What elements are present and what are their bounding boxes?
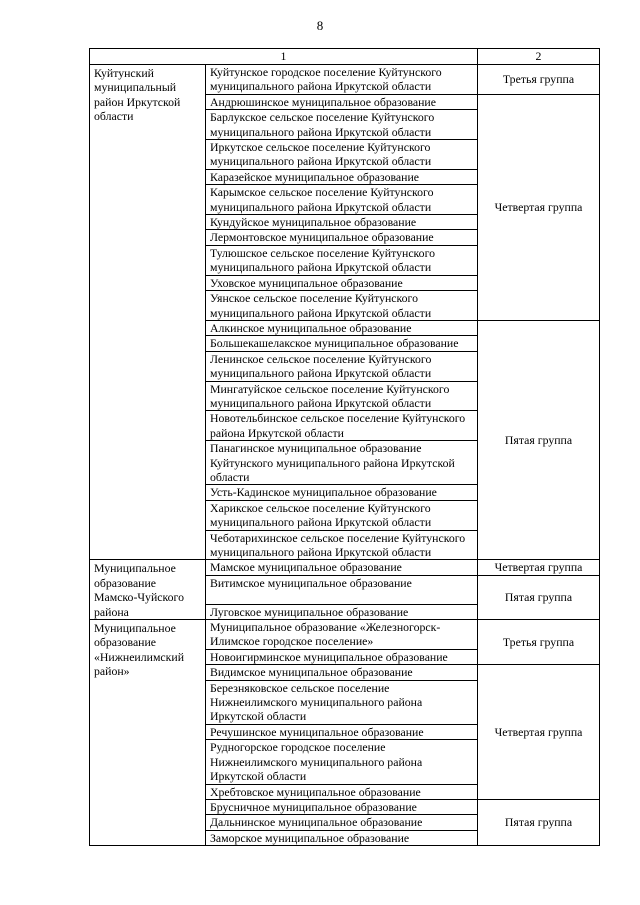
municipality-name: Муниципальное образование «Железногорск-Илимское городское поселение» — [206, 620, 478, 650]
municipality-name: Карымское сельское поселение Куйтунского муниципального района Иркутской области — [206, 185, 478, 215]
municipality-name: Уховское муниципальное образование — [206, 275, 478, 290]
municipality-name: Тулюшское сельское поселение Куйтунского муниципального района Иркутской области — [206, 245, 478, 275]
municipality-name: Хребтовское муниципальное образование — [206, 784, 478, 799]
municipality-name: Андрюшинское муниципальное образование — [206, 94, 478, 109]
municipality-name: Лермонтовское муниципальное образование — [206, 230, 478, 245]
municipality-name: Уянское сельское поселение Куйтунского муниципального района Иркутской области — [206, 291, 478, 321]
table-row — [90, 560, 600, 575]
municipality-name: Усть-Кадинское муниципальное образование — [206, 485, 478, 500]
column-header-2: 2 — [478, 49, 600, 65]
municipality-name: Видимское муниципальное образование — [206, 665, 478, 680]
municipality-name: Каразейское муниципальное образование — [206, 169, 478, 184]
group-category: Четвертая группа — [478, 560, 600, 575]
group-category: Четвертая группа — [478, 94, 600, 320]
municipality-name: Барлукское сельское поселение Куйтунского муниципального района Иркутской области — [206, 110, 478, 140]
group-category: Третья группа — [478, 65, 600, 95]
municipality-name: Заморское муниципальное образование — [206, 830, 478, 845]
municipality-name: Куйтунское городское поселение Куйтунского муниципального района Иркутской области — [206, 65, 478, 95]
municipality-name: Новоигирминское муниципальное образование — [206, 649, 478, 664]
municipality-name: Дальнинское муниципальное образование — [206, 815, 478, 830]
group-category: Третья группа — [478, 620, 600, 665]
municipality-name: Мингатуйское сельское поселение Куйтунского муниципального района Иркутской области — [206, 381, 478, 411]
municipality-name: Луговское муниципальное образование — [206, 604, 478, 619]
table-row — [90, 65, 600, 95]
municipality-name: Иркутское сельское поселение Куйтунского муниципального района Иркутской области — [206, 140, 478, 170]
municipality-name: Витимское муниципальное образование — [206, 575, 478, 604]
municipality-name: Большекашелакское муниципальное образование — [206, 336, 478, 351]
municipality-name: Рудногорское городское поселение Нижнеилимского муниципального района Иркутской области — [206, 740, 478, 784]
municipality-name: Алкинское муниципальное образование — [206, 320, 478, 335]
municipality-name: Ленинское сельское поселение Куйтунского муниципального района Иркутской области — [206, 351, 478, 381]
municipality-name: Панагинское муниципальное образование Куйтунского муниципального района Иркутской области — [206, 441, 478, 485]
municipality-name: Кундуйское муниципальное образование — [206, 215, 478, 230]
municipality-name: Новотельбинское сельское поселение Куйтунского района Иркутской области — [206, 411, 478, 441]
table-body — [90, 65, 600, 846]
district-name: Муниципальное образование Мамско-Чуйского района — [90, 560, 206, 620]
group-category: Пятая группа — [478, 575, 600, 619]
municipality-name: Мамское муниципальное образование — [206, 560, 478, 575]
table-row — [90, 620, 600, 650]
municipality-name: Речушинское муниципальное образование — [206, 724, 478, 739]
municipality-name: Харикское сельское поселение Куйтунского муниципального района Иркутской области — [206, 500, 478, 530]
municipality-name: Березняковское сельское поселение Нижнеилимского муниципального района Иркутской области — [206, 680, 478, 724]
district-name: Куйтунский муниципальный район Иркутской области — [90, 65, 206, 560]
group-category: Пятая группа — [478, 320, 600, 560]
district-name: Муниципальное образование «Нижнеилимский район» — [90, 620, 206, 846]
municipality-name: Чеботарихинское сельское поселение Куйтунского муниципального района Иркутской области — [206, 530, 478, 560]
municipal-groups-table — [89, 48, 600, 846]
header-row — [90, 49, 600, 65]
page-number: 8 — [316, 18, 324, 33]
column-header-1: 1 — [90, 49, 478, 65]
group-category: Пятая группа — [478, 799, 600, 845]
municipality-name: Брусничное муниципальное образование — [206, 799, 478, 814]
group-category: Четвертая группа — [478, 665, 600, 800]
